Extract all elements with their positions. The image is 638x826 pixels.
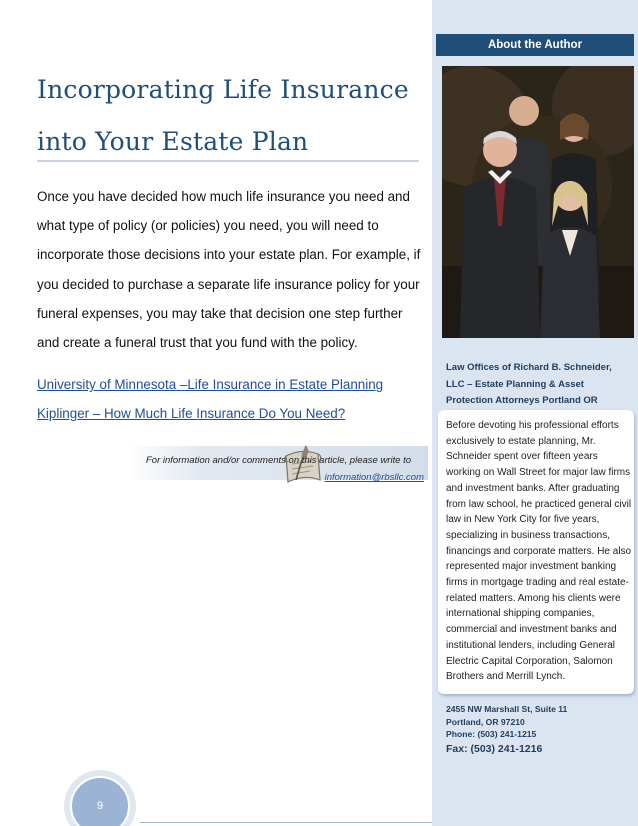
- article-title: [37, 64, 427, 168]
- author-photo: [442, 66, 634, 338]
- scroll-quill-icon: [276, 440, 328, 492]
- reference-links: [37, 370, 427, 428]
- sidebar-header: About the Author: [436, 34, 634, 56]
- link-kiplinger[interactable]: Kiplinger – How Much Life Insurance Do You Need?: [37, 406, 346, 421]
- article-title-line2: into Your Estate Plan: [37, 127, 309, 156]
- group-photo-illustration: [442, 66, 634, 338]
- footer-rule: [140, 822, 432, 823]
- link-university-of-minnesota[interactable]: University of Minnesota –Life Insurance in Estate Planning: [37, 377, 384, 392]
- title-divider: [37, 160, 419, 162]
- contact-address: [446, 703, 632, 758]
- firm-name: Law Offices of Richard B. Schneider, LLC – Estate Planning & Asset Protection Attorneys Portland OR: [446, 362, 612, 406]
- sidebar-top-band: [432, 0, 638, 30]
- author-bio: Before devoting his professional efforts exclusively to estate planning, Mr. Schneider spent over fifteen years working on Wall Street for major law firms and investment banks. After graduating from law school, he practiced general civil law in New York City for five years, specializing in business transactions, financings and corporate matters. He also represented major investment banking firms in mortgage trading and real estate-related matters. Among his clients were international shipping companies, commercial and investment banks and institutional lenders, including General Electric Capital Corporation, Salomon Brothers and Merrill Lynch.: [446, 420, 632, 683]
- fax-number: Fax: (503) 241-1216: [446, 742, 543, 755]
- phone-number: Phone: (503) 241-1215: [446, 729, 537, 739]
- contact-email-link[interactable]: information@rbsllc.com: [324, 472, 424, 483]
- author-sidebar: [432, 0, 638, 826]
- address-street: 2455 NW Marshall St, Suite 11: [446, 704, 568, 714]
- contact-text: For information and/or comments on this article, please write to: [146, 455, 412, 466]
- article-title-line1: Incorporating Life Insurance: [37, 75, 409, 104]
- page-number: 9: [96, 800, 104, 812]
- address-city: Portland, OR 97210: [446, 716, 525, 727]
- article-body: Once you have decided how much life insurance you need and what type of policy (or policies) you need, you will need to incorporate those decisions into your estate plan. For example, if you decided to purchase a separate life insurance policy for your funeral expenses, you may take that decision one step further and create a funeral trust that you fund with the policy.: [37, 189, 421, 351]
